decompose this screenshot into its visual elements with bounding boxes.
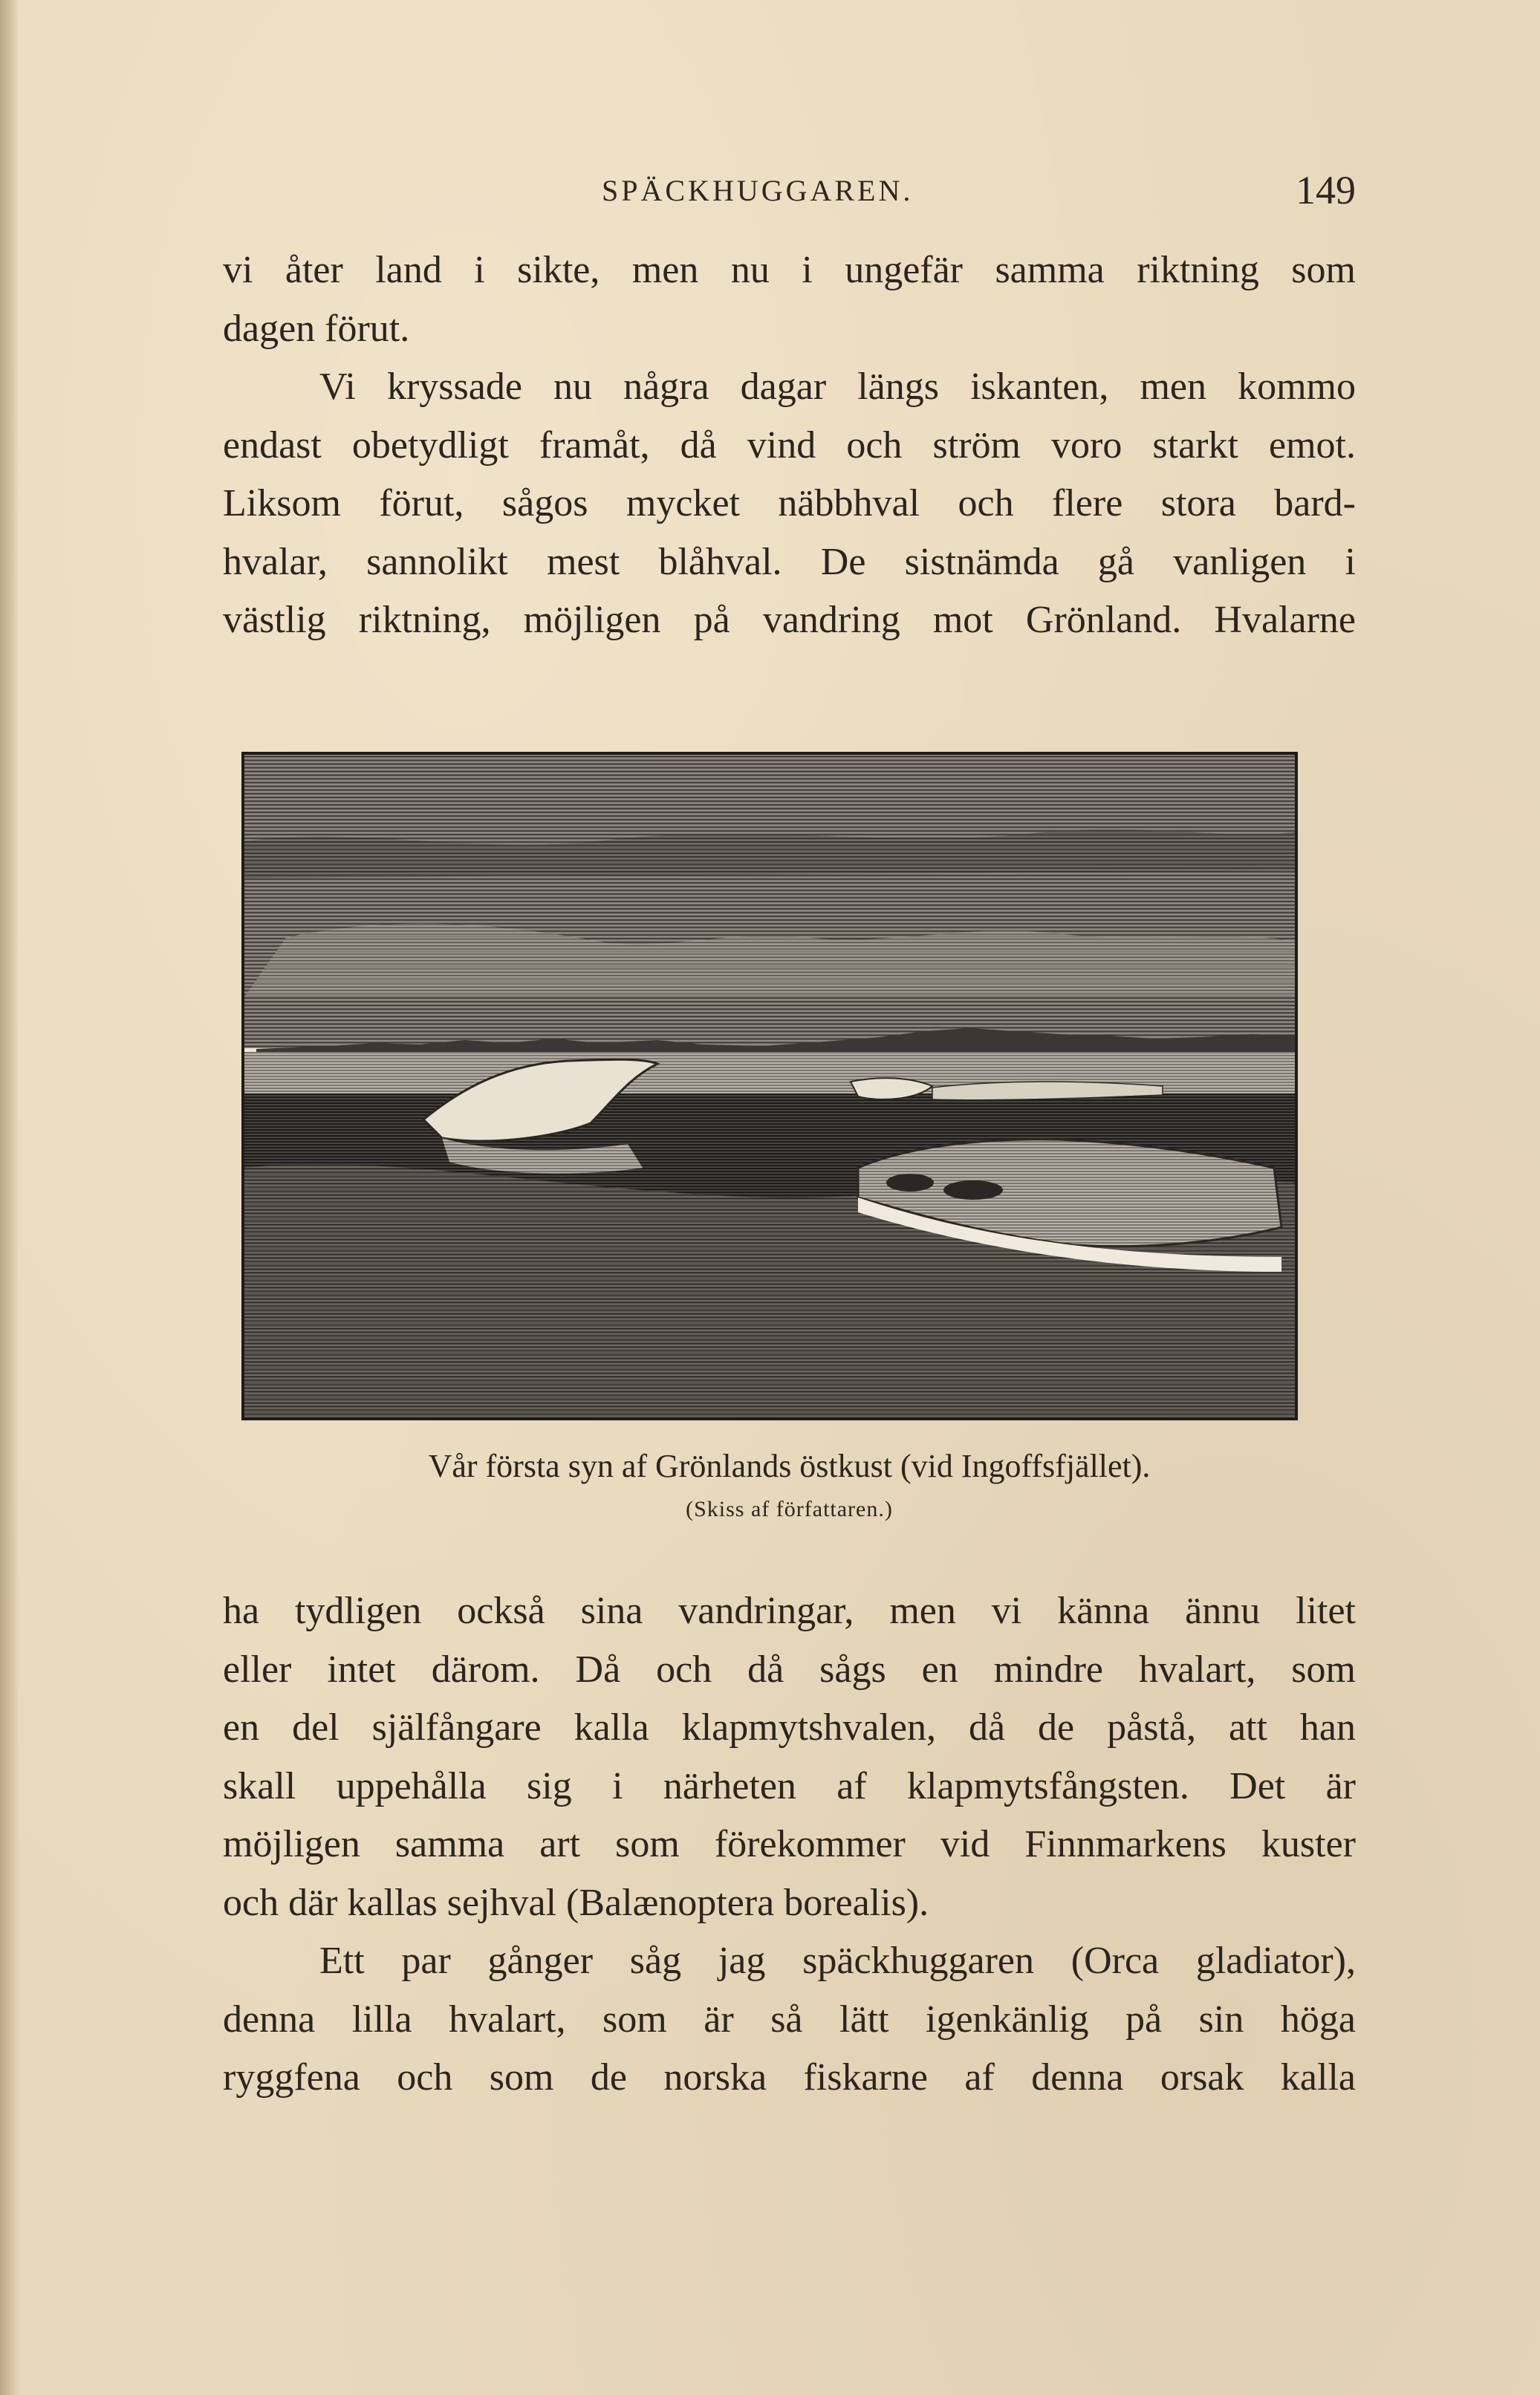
text-line: vi åter land i sikte, men nu i ungefär samma riktning som	[223, 249, 1356, 291]
text-line: Vi kryssade nu några dagar längs iskanten, men kommo	[319, 365, 1356, 408]
page-number: 149	[1296, 168, 1356, 212]
engraving-illustration	[241, 752, 1298, 1420]
text-line: Liksom förut, sågos mycket näbbhval och flere stora bard-	[223, 482, 1356, 524]
text-line: möjligen samma art som förekommer vid Finnmarkens kuster	[223, 1823, 1356, 1865]
text-line: hvalar, sannolikt mest blåhval. De sistnämda gå vanligen i	[223, 540, 1356, 583]
text-line: denna lilla hvalart, som är så lätt igenkänlig på sin höga	[223, 1998, 1356, 2041]
running-title: SPÄCKHUGGAREN.	[602, 174, 914, 207]
figure-credit: (Skiss af författaren.)	[686, 1497, 893, 1521]
text-line: endast obetydligt framåt, då vind och ström voro starkt emot.	[223, 423, 1356, 467]
running-head	[223, 167, 1356, 219]
text-line: västlig riktning, möjligen på vandring mot Grönland. Hvalarne	[223, 599, 1356, 641]
text-line: en del själfångare kalla klapmytshvalen, då de påstå, att han	[223, 1706, 1356, 1749]
text-line: ha tydligen också sina vandringar, men vi känna ännu litet	[223, 1590, 1356, 1632]
text-line: skall uppehålla sig i närheten af klapmytsfångsten. Det är	[223, 1764, 1356, 1807]
text-line: dagen förut.	[223, 307, 410, 350]
page-edge	[0, 0, 19, 2395]
text-line: Ett par gånger såg jag späckhuggaren (Orca gladiator),	[319, 1940, 1356, 1982]
body-text-bottom	[223, 1582, 1356, 2108]
figure-caption: Vår första syn af Grönlands östkust (vid Ingoffsfjället).	[428, 1448, 1151, 1484]
text-line: ryggfena och som de norska fiskarne af denna orsak kalla	[223, 2056, 1356, 2099]
text-line: eller intet därom. Då och då sågs en mindre hvalart, som	[223, 1648, 1356, 1691]
text-line: och där kallas sejhval (Balænoptera borealis).	[223, 1881, 929, 1924]
body-text-top	[223, 241, 1356, 650]
